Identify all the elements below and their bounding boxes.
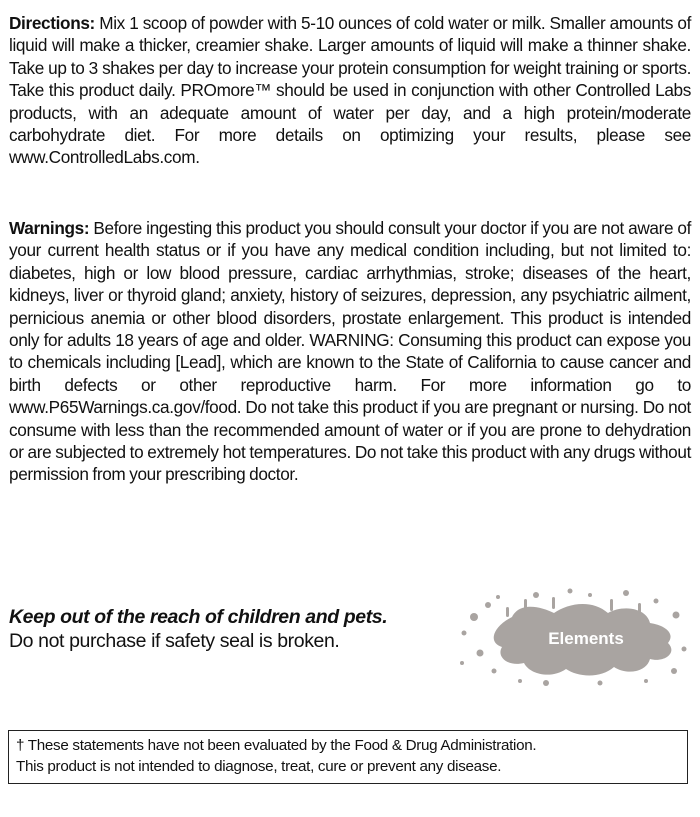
elements-logo-text: Elements [548,629,624,648]
warnings-text: Before ingesting this product you should consult your doctor if you are not aware of your current health status or if you have any medical condition including, but not limited to: diabetes, high or low blood pressure, cardiac arrhythmias, stroke; diseases of the heart, kidneys, liver or thyroid gland; anxiety, history of seizures, depression, any psychiatric ailment, pernicious anemia or other blood disorders, prostate enlargement. This product is intended only for adults 18 years of age and older. WARNING: Consuming this product can expose you to chemicals including [Lead], which are known to the State of California to cause cancer and birth defects or other reproductive harm. For more information go to www.P65Warnings.ca.gov/food. Do not take this product if you are pregnant or nursing. Do not consume with less than the recommended amount of water or if you are prone to dehydration or are subjected to extremely hot temperatures. Do not take this product with any drugs without permission from your prescribing doctor. [9,218,691,485]
safety-seal-notice: Do not purchase if safety seal is broken. [9,630,340,652]
elements-splash-logo [450,583,690,688]
directions-paragraph [9,12,691,169]
directions-label: Directions: [9,13,95,33]
keep-out-of-reach-warning: Keep out of the reach of children and pets. [9,606,388,628]
warnings-label: Warnings: [9,218,90,238]
warnings-paragraph [9,217,691,486]
fda-disclaimer-line-2: This product is not intended to diagnose, treat, cure or prevent any disease. [16,758,502,775]
directions-text: Mix 1 scoop of powder with 5-10 ounces of cold water or milk. Smaller amounts of liquid will make a thicker, creamier shake. Larger amounts of liquid will make a thinner shake. Take up to 3 shakes per day to increase your protein consumption for weight training or sports. Take this product daily. PROmore™ should be used in conjunction with other Controlled Labs products, with an adequate amount of water per day, and a high protein/moderate carbohydrate diet. For more details on optimizing your results, please see www.ControlledLabs.com. [9,13,692,168]
fda-disclaimer-line-1: † These statements have not been evaluated by the Food & Drug Administration. [16,737,537,754]
fda-disclaimer-box [8,730,688,784]
